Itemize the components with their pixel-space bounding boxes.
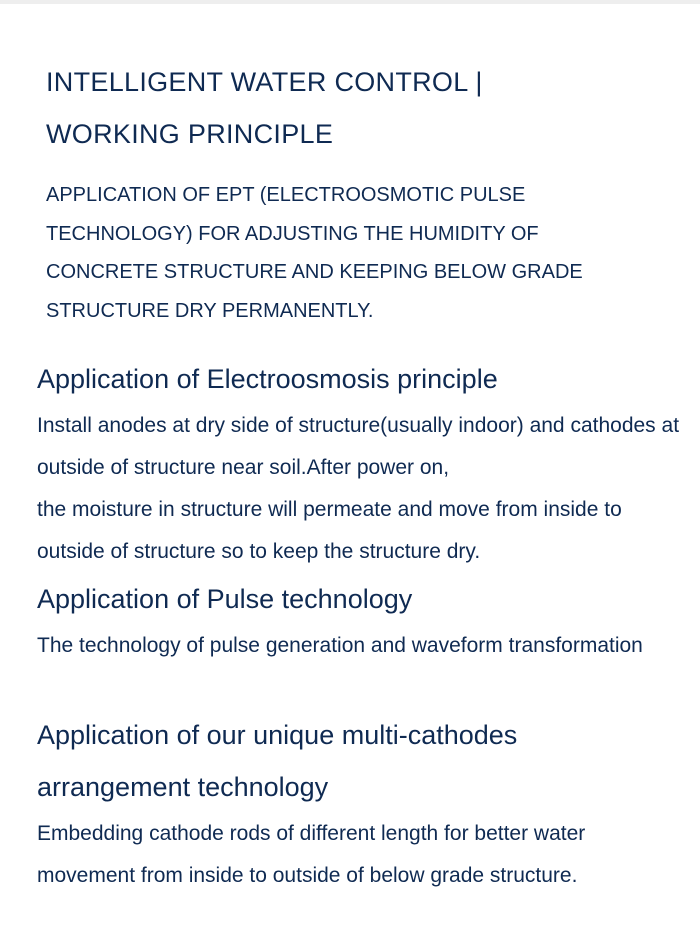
section-heading: Application of Pulse technology bbox=[37, 584, 413, 614]
section-pulse-technology bbox=[37, 573, 687, 667]
page-title: INTELLIGENT WATER CONTROL | WORKING PRINCIPLE bbox=[46, 67, 483, 149]
section-body: Install anodes at dry side of structure(usually indoor) and cathodes at outside of structure near soil.After power on, the moisture in structure will permeate and move from inside to outside of structure so to keep the structure dry. bbox=[37, 414, 680, 563]
intro-paragraph: APPLICATION OF EPT (ELECTROOSMOTIC PULSE TECHNOLOGY) FOR ADJUSTING THE HUMIDITY OF CONCRETE STRUCTURE AND KEEPING BELOW GRADE STRUCTURE DRY PERMANENTLY. bbox=[46, 184, 583, 322]
section-heading: Application of our unique multi-cathodes arrangement technology bbox=[37, 720, 518, 802]
section-body: The technology of pulse generation and waveform transformation bbox=[37, 634, 643, 657]
section-multi-cathodes bbox=[37, 709, 687, 897]
section-heading: Application of Electroosmosis principle bbox=[37, 364, 498, 394]
top-divider bbox=[0, 0, 700, 4]
section-electroosmosis bbox=[37, 353, 687, 573]
section-body: Embedding cathode rods of different length for better water movement from inside to outside of below grade structure. bbox=[37, 822, 586, 887]
